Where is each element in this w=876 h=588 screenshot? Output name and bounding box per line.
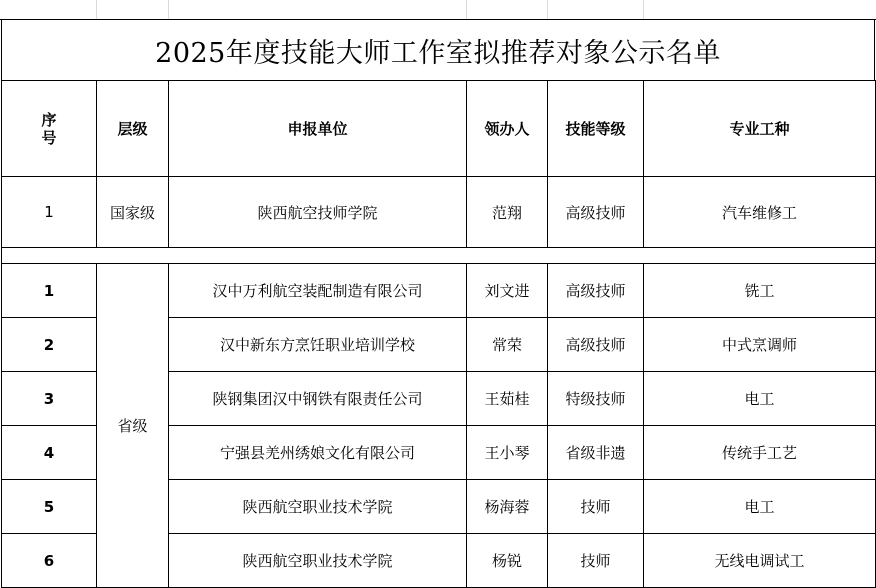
- header-skill-level: 技能等级: [548, 81, 644, 177]
- cell-leader: 王茹桂: [467, 372, 548, 426]
- cell-seq: 2: [2, 318, 97, 372]
- cell-leader: 范翔: [467, 177, 548, 248]
- header-seq: [2, 81, 97, 177]
- header-seq-line2: 号: [41, 128, 57, 147]
- page-title: 2025年度技能大师工作室拟推荐对象公示名单: [1, 20, 875, 80]
- cell-leader: 杨海蓉: [467, 480, 548, 534]
- header-unit: 申报单位: [169, 81, 467, 177]
- cell-trade: 铣工: [644, 264, 876, 318]
- header-row: [2, 81, 876, 177]
- cell-seq: 1: [2, 177, 97, 248]
- cell-trade: 无线电调试工: [644, 534, 876, 588]
- header-level: 层级: [97, 81, 169, 177]
- cell-unit: 陕西航空技师学院: [169, 177, 467, 248]
- header-seq-line1: 序: [41, 110, 57, 129]
- nominee-table: [1, 80, 876, 588]
- cell-seq: 5: [2, 480, 97, 534]
- header-trade: 专业工种: [644, 81, 876, 177]
- cell-trade: 传统手工艺: [644, 426, 876, 480]
- cell-seq: 3: [2, 372, 97, 426]
- cell-unit: 陕西航空职业技术学院: [169, 534, 467, 588]
- cell-seq: 1: [2, 264, 97, 318]
- cell-seq: 4: [2, 426, 97, 480]
- cell-skill-level: 技师: [548, 480, 644, 534]
- cell-trade: 汽车维修工: [644, 177, 876, 248]
- cell-unit: 陕西航空职业技术学院: [169, 480, 467, 534]
- cell-unit: 宁强县羌州绣娘文化有限公司: [169, 426, 467, 480]
- cell-unit: 汉中万利航空装配制造有限公司: [169, 264, 467, 318]
- top-grid-row: [0, 0, 876, 20]
- cell-leader: 王小琴: [467, 426, 548, 480]
- cell-level-provincial: 省级: [97, 264, 169, 588]
- header-leader: 领办人: [467, 81, 548, 177]
- table-row: [2, 177, 876, 248]
- cell-level-national: 国家级: [97, 177, 169, 248]
- cell-skill-level: 高级技师: [548, 318, 644, 372]
- cell-unit: 陕钢集团汉中钢铁有限责任公司: [169, 372, 467, 426]
- cell-trade: 中式烹调师: [644, 318, 876, 372]
- cell-leader: 常荣: [467, 318, 548, 372]
- cell-leader: 杨锐: [467, 534, 548, 588]
- cell-skill-level: 特级技师: [548, 372, 644, 426]
- section-gap-row: [2, 248, 876, 264]
- cell-leader: 刘文进: [467, 264, 548, 318]
- cell-skill-level: 技师: [548, 534, 644, 588]
- cell-skill-level: 高级技师: [548, 264, 644, 318]
- cell-seq: 6: [2, 534, 97, 588]
- cell-trade: 电工: [644, 480, 876, 534]
- section-gap: [2, 248, 876, 264]
- cell-skill-level: 省级非遗: [548, 426, 644, 480]
- cell-trade: 电工: [644, 372, 876, 426]
- table-row: [2, 264, 876, 318]
- cell-skill-level: 高级技师: [548, 177, 644, 248]
- cell-unit: 汉中新东方烹饪职业培训学校: [169, 318, 467, 372]
